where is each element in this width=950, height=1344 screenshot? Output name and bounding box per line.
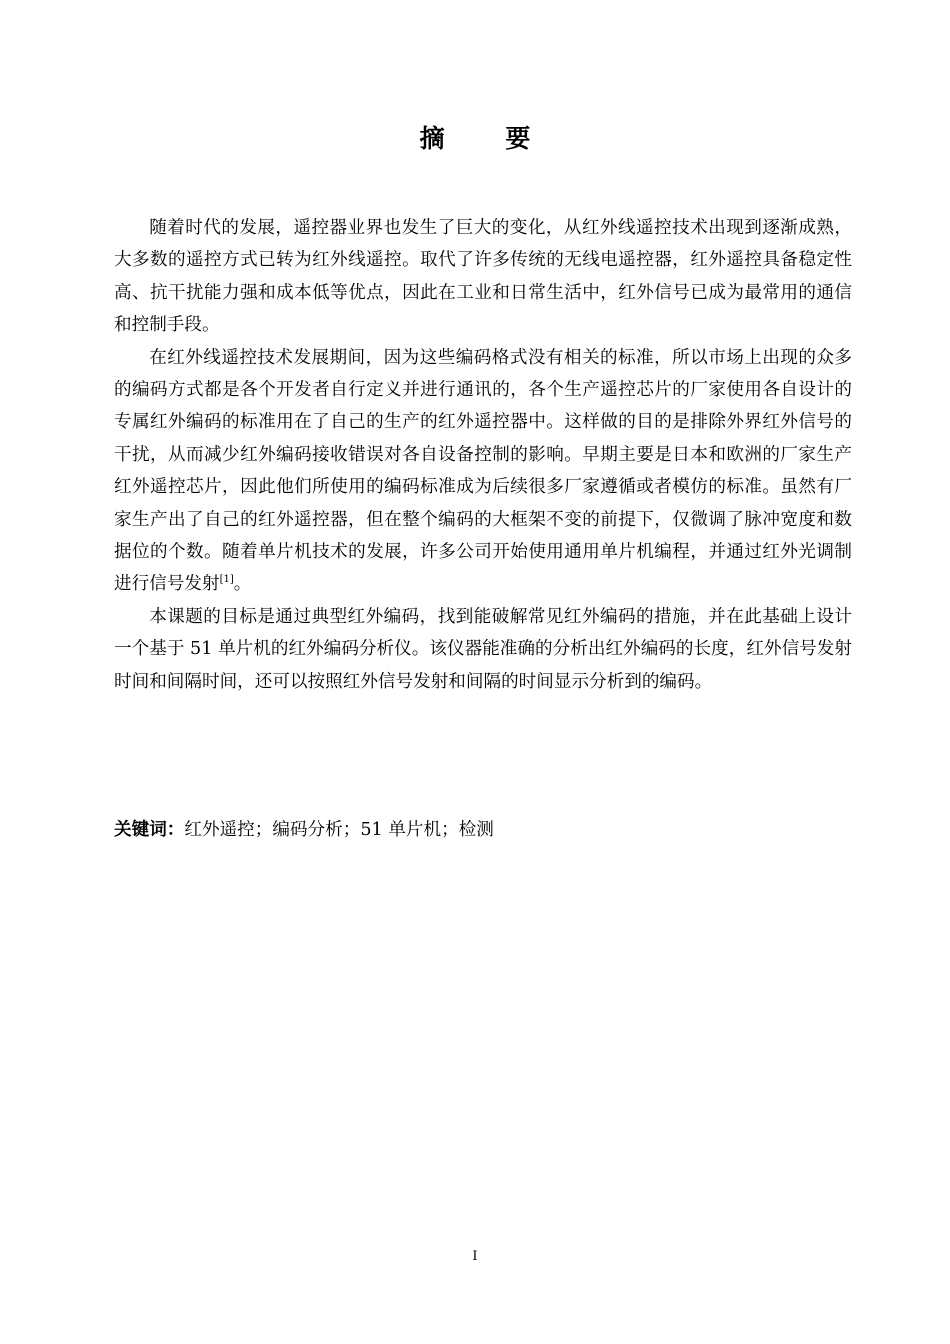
- citation-reference[interactable]: [1]: [219, 574, 234, 586]
- abstract-body: [114, 212, 852, 698]
- abstract-paragraph-1: [114, 212, 852, 342]
- keywords-line: [114, 814, 852, 846]
- page-number: I: [472, 1249, 478, 1264]
- paragraph-text: 随着时代的发展，遥控器业界也发生了巨大的变化，从红外线遥控技术出现到逐渐成熟，大多数的遥控方式已转为红外线遥控。取代了许多传统的无线电遥控器，红外遥控具备稳定性高、抗干扰能力强和成本低等优点，因此在工业和日常生活中，红外信号已成为最常用的通信和控制手段。: [114, 218, 852, 336]
- abstract-title: 摘 要: [419, 124, 557, 153]
- keywords-label: 关键词：: [114, 819, 185, 840]
- abstract-paragraph-2: [114, 342, 852, 601]
- paragraph-text: 本课题的目标是通过典型红外编码，找到能破解常见红外编码的措施，并在此基础上设计一个基于 51 单片机的红外编码分析仪。该仪器能准确的分析出红外编码的长度，红外信号发射时间和间隔时间，还可以按照红外信号发射和间隔的时间显示分析到的编码。: [114, 606, 852, 692]
- keywords-value: 红外遥控；编码分析；51 单片机；检测: [184, 820, 494, 840]
- paragraph-text: 在红外线遥控技术发展期间，因为这些编码格式没有相关的标准，所以市场上出现的众多的编码方式都是各个开发者自行定义并进行通讯的，各个生产遥控芯片的厂家使用各自设计的专属红外编码的标准用在了自己的生产的红外遥控器中。这样做的目的是排除外界红外信号的干扰，从而减少红外编码接收错误对各自设备控制的影响。早期主要是日本和欧洲的厂家生产红外遥控芯片，因此他们所使用的编码标准成为后续很多厂家遵循或者模仿的标准。虽然有厂家生产出了自己的红外遥控器，但在整个编码的大框架不变的前提下，仅微调了脉冲宽度和数据位的个数。随着单片机技术的发展，许多公司开始使用通用单片机编程，并通过红外光调制进行信号发射: [114, 347, 852, 595]
- abstract-paragraph-3: [114, 601, 852, 698]
- paragraph-ending: 。: [233, 574, 252, 595]
